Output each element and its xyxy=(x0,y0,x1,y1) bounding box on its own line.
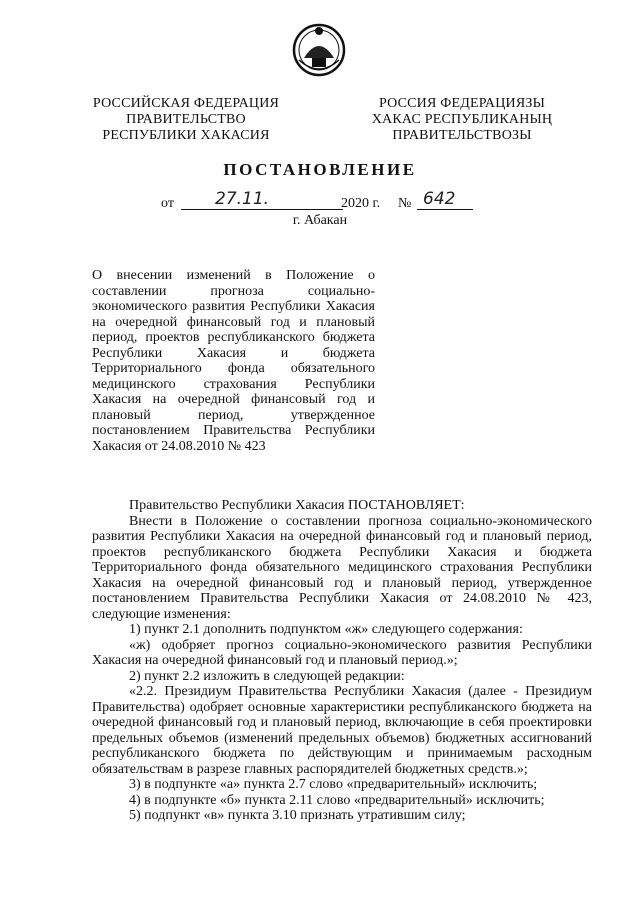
header-left-line-1: РОССИЙСКАЯ ФЕДЕРАЦИЯ xyxy=(92,96,280,111)
header-right-line-2: ХАКАС РЕСПУБЛИКАНЫҢ xyxy=(371,112,553,127)
header-right-line-1: РОССИЯ ФЕДЕРАЦИЯЗЫ xyxy=(378,96,546,111)
body-paragraph-3: 1) пункт 2.1 дополнить подпунктом «ж» следующего содержания: xyxy=(129,622,523,637)
header-right-block xyxy=(362,96,562,144)
number-underline xyxy=(417,209,473,210)
subject-paragraph: О внесении изменений в Положение о составлении прогноза социально-экономического развития Республики Хакасия на очередной финансовый год и плановый период, проектов республиканского бюджета Республики Хакасия и бюджета Территориального фонда обязательного медицинского страхования Республики Хакасия на очередной финансовый год и плановый период, утвержденное постановлением Правительства Республики Хакасия от 24.08.2010 № 423 xyxy=(92,268,375,454)
body-paragraph-2: Внести в Положение о составлении прогноза социально-экономического развития Республики Хакасия на очередной финансовый год и плановый период, проектов республиканского бюджета Республики Хакасия и бюджета Территориального фонда обязательного медицинского страхования Республики Хакасия на очередной финансовый год и плановый период, утвержденное постановлением Правительства Республики Хакасия от 24.08.2010 № 423, следующие изменения: xyxy=(92,513,592,622)
header-left-line-3: РЕСПУБЛИКИ ХАКАСИЯ xyxy=(102,128,270,143)
body-paragraph-8: 4) в подпункте «б» пункта 2.11 слово «предварительный» исключить; xyxy=(129,792,545,808)
document-title: ПОСТАНОВЛЕНИЕ xyxy=(223,160,417,179)
header-left-block xyxy=(86,96,286,144)
body-text xyxy=(92,498,592,824)
body-paragraph-4: «ж) одобряет прогноз социально-экономического развития Республики Хакасия на очередной финансовый год и плановый период.»; xyxy=(92,637,592,668)
city-label: г. Абакан xyxy=(292,213,348,228)
body-paragraph-7: 3) в подпункте «а» пункта 2.7 слово «предварительный» исключить; xyxy=(129,777,538,792)
body-paragraph-9: 5) подпункт «в» пункта 3.10 признать утратившим силу; xyxy=(129,808,466,823)
handwritten-date: 27.11. xyxy=(215,189,270,209)
handwritten-number: 642 xyxy=(423,189,456,209)
date-from-label: от xyxy=(161,196,174,211)
date-number-line xyxy=(155,189,495,213)
coat-of-arms-emblem xyxy=(290,20,348,78)
header-right-line-3: ПРАВИТЕЛЬСТВОЗЫ xyxy=(392,128,532,143)
header-left-line-2: ПРАВИТЕЛЬСТВО xyxy=(126,112,246,127)
body-paragraph-6: «2.2. Президиум Правительства Республики Хакасия (далее - Президиум Правительства) одобряет основные характеристики республиканского бюджета на очередной финансовый год и плановый период, включающие в себя проектировки предельных объемов (изменений предельных объемов) бюджетных ассигнований республиканского бюджета по действующим и принимаемым расходным обязательствам в разрезе главных распорядителей бюджетных средств.»; xyxy=(92,684,592,777)
number-sign: № xyxy=(398,196,412,211)
body-paragraph-5: 2) пункт 2.2 изложить в следующей редакции: xyxy=(129,668,405,684)
body-paragraph-1: Правительство Республики Хакасия ПОСТАНОВЛЯЕТ: xyxy=(129,498,465,513)
year-label: 2020 г. xyxy=(341,196,381,211)
date-underline xyxy=(181,209,343,210)
